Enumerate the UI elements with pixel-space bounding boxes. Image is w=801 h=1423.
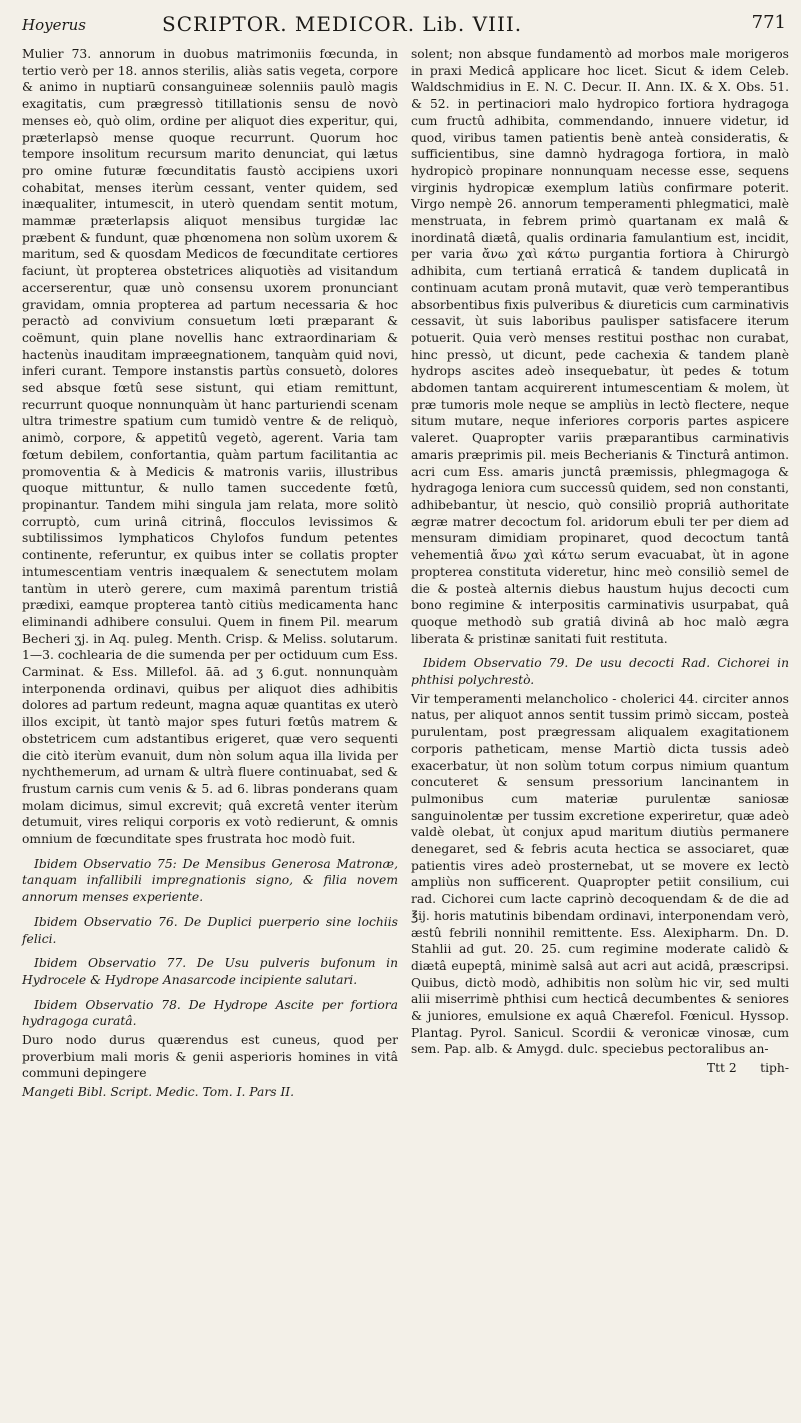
- right-column: [411, 46, 789, 1077]
- header-author: Hoyerus: [22, 16, 86, 34]
- footer-citation: Mangeti Bibl. Script. Medic. Tom. I. Pars II.: [22, 1085, 295, 1100]
- continued-text: solent; non absque fundamentò ad morbos male morigeros in praxi Medicâ applicare hoc licet. Sicut & idem Celeb. Waldschmidius in E. N. C. Decur. II. Ann. IX. & X. Obs. 51. & 52. in pertinaciori malo hydropico fortiora hydragoga cum fructû adhibita, commendando, innuere videtur, id quod, viribus tamen patientis benè anteà consideratis, & sufficientibus, sine damnò hydragoga fortiora, in malò hydropicò propinare nonnunquam necesse esse, sequens virginis hydropicæ exemplum latiùs confirmare poterit. Virgo nempè 26. annorum temperamenti phlegmatici, malè menstruata, in febrem primò quartanam ex malâ & inordinatâ diætâ, qualis ordinaria famulantium est, incidit, per varia ἄνω χαὶ κάτω purgantia fortiora à Chirurgò adhibita, cum tertianâ erraticâ & tandem duplicatâ in continuam acutam pronâ mutavit, quæ verò temperantibus absorbentibus fixis pulveribus & diureticis cum carminativis cessavit, ùt suis laboribus paulisper satisfacere iterum potuerit. Quia verò menses restitui posthac non curabat, hinc pressò, ut dicunt, pede cachexia & tandem planè hydrops ascites adeò insequebatur, ùt pedes & totum abdomen tantam acquirerent intumescentiam & molem, ùt præ tumoris mole neque se ampliùs in lectò flectere, neque situm mutare, neque inferiores corporis partes aspicere valeret. Quapropter variis præparantibus carminativis amaris præprimis pil. meis Becherianis & Tincturâ antimon. acri cum Ess. amaris junctâ præmissis, phlegmagoga & hydragoga leniora cum successû quidem, sed non constanti, adhibebantur, ùt nescio, quò consiliò propriâ authoritate ægræ matrer decoctum fol. aridorum ebuli ter per diem ad mensuram dimidiam propinaret, quod decoctum tantâ vehementiâ ἄνω χαὶ κάτω serum evacuabat, ùt in agone propterea constituta videretur, hinc meò consiliò semel de die & posteà alternis diebus haustum hujus decocti cum bono regimine & interpositis carminativis usurpabat, quâ quoque methodò sub gratiâ divinâ ab hoc malò ægra liberata & pristinæ sanitati fuit restituta.: [411, 47, 789, 646]
- catchword: tiph-: [760, 1061, 789, 1076]
- observation-text: Mulier 73. annorum in duobus matrimoniis fœcunda, in tertio verò per 18. annos sterilis, aliàs satis vegeta, corpore & animo in nuptiarū consanguineæ solenniis paulò magis exagitatis, cum prægressò titillationis sensu de novò menses eò, quò olim, ordine per aliquot dies experitur, qui, præterlapsò mense quoque recurrunt. Quorum hoc tempore insolitum recursum marito denunciat, qui lætus pro omine futuræ fœcunditatis faustò accipiens uxori cohabitat, menses iterùm cessant, venter quidem, sed inæqualiter, intumescit, in uterò quendam sentit motum, mammæ præterlapsis aliquot mensibus turgidæ lac præbent & fundunt, quæ phœnomena non solùm uxorem & maritum, sed & quosdam Medicos de fœcunditate certiores faciunt, ùt propterea obstetrices aliquotiès ad visitandum accerserentur, quæ unò consensu uxorem pronunciant gravidam, omnia propterea ad partum necessaria & hoc peractò ad convivium consuetum lœti præparant & coëmunt, quin plane novellis hanc extraordinariam & hactenùs inauditam impræegnationem, tanquàm quid novi, inferi curant. Tempore instanstis partùs consuetò, dolores sed absque fœtû sese sistunt, qui etiam remittunt, recurrunt quoque nonnunquàm ùt hanc parturiendi scenam ultra trimestre spatium cum tumidò ventre & de reliquò, animò, corpore, & appetitû vegetò, agerent. Varia tam fœtum debilem, confortantia, quàm partum facilitantia ac promoventia & à Medicis & matronis variis, illustribus quoque mittuntur, & nullo tamen succedente fœtû, propinantur. Tandem mihi singula jam relata, more solitò corruptò, cum urinâ citrinâ, flocculos levissimos & subtilissimos lymphaticos Chylofos fundum petentes continente, referuntur, ex quibus inter se collatis propter intumescentiam ventris inæqualem & senectutem molam tantùm in uterò gerere, cum maximâ parentum tristiâ prædixi, eamque propterea tantò citiùs medicamenta hanc eliminandi adhibere consului. Quem in finem Pil. mearum Becheri ʒj. in Aq. puleg. Menth. Crisp. & Meliss. solutarum. 1—3. cochlearia de die sumenda per per octiduum cum Ess. Carminat. & Ess. Millefol. āā. ad ʒ 6.gut. nonnunquàm interponenda ordinavi, quibus per aliquot dies adhibitis dolores ad partum redeunt, magna aquæ quantitas ex uterò illos excipit, ùt tantò major spes futuri fœtûs matrem & obstetricem cum adstantibus erigeret, quæ vero sequenti die citò iterùm evanuit, dum nòn solum aqua illa livida per nychthemerum, ad urnam & ultrà fluere continuabat, sed & frustum carnis cum venis & 5. ad 6. libras ponderans quam molam dicimus, simul excrevit; quâ excretâ venter iterùm detumuit, vires reliqui corporis ex votò redierunt, & omnis omnium de fœcunditate spes frustrata hoc modò fuit.: [22, 47, 398, 847]
- observation-78-text: Duro nodo durus quærendus est cuneus, quod per proverbium mali moris & genii asperioris homines in vitâ communi depingere: [22, 1033, 398, 1081]
- page-number: 771: [751, 12, 786, 33]
- running-header: [22, 12, 786, 42]
- left-column: [22, 46, 398, 1101]
- reference-79: Ibidem Observatio 79. De usu decocti Rad. Cichorei in phthisi polychrestò.: [411, 656, 789, 688]
- observation-79-text: Vir temperamenti melancholico - cholerici 44. circiter annos natus, per aliquot annos sentit tussim primò siccam, posteà purulentam, post prægressam aliqualem exagitationem corporis patheticam, mense Martiò dicta tussis adeò exacerbatur, ùt non solùm totum corpus nimium quantum concuteret & sensum pressorium lancinantem in pulmonibus cum materiæ purulentæ saniosæ sanguinolentæ per tussim excretione experiretur, quæ adeò valdè olebat, ùt conjux apud maritum diutiùs permanere denegaret, sed & febris acuta hectica se associaret, quæ patientis vires adeò prosternebat, ut se movere ex lectò ampliùs non sufficerent. Quapropter petiit consilium, cui rad. Cichorei cum lacte caprinò decoquendam & de die ad ℥ij. horis matutinis bibendam ordinavi, interponendam verò, æstû febrili nonnihil remittente. Ess. Alexipharm. Dn. D. Stahlii ad gut. 20. 25. cum regimine moderate calidò & diætâ eupeptâ, minimè salsâ aut acri aut acidâ, præscripsi. Quibus, dictò modò, adhibitis non solùm hic vir, sed multi alii miserrimè phthisi cum hecticâ decumbentes & seniores & juniores, emulsione ex aquâ Chærefol. Fœnicul. Hyssop. Plantag. Pyrol. Sanicul. Scordii & veronicæ vinosæ, cum sem. Pap. alb. & Amygd. dulc. speciebus pectoralibus an-: [411, 691, 789, 1057]
- reference-76: Ibidem Observatio 76. De Duplici puerperio sine lochiis felici.: [22, 914, 398, 946]
- header-title: SCRIPTOR. MEDICOR. Lib. VIII.: [162, 12, 523, 36]
- reference-75: Ibidem Observatio 75: De Mensibus Generosa Matronæ, tanquam infallibili impregnationis signo, & filia novem annorum menses experiente.: [22, 856, 398, 905]
- reference-77: Ibidem Observatio 77. De Usu pulveris bufonum in Hydrocele & Hydrope Anasarcode incipiente salutari.: [22, 956, 398, 987]
- footer-signature: [411, 1060, 789, 1077]
- signature-mark: Ttt 2: [706, 1061, 737, 1076]
- reference-78: Ibidem Observatio 78. De Hydrope Ascite per fortiora hydragoga curatâ.: [22, 997, 398, 1029]
